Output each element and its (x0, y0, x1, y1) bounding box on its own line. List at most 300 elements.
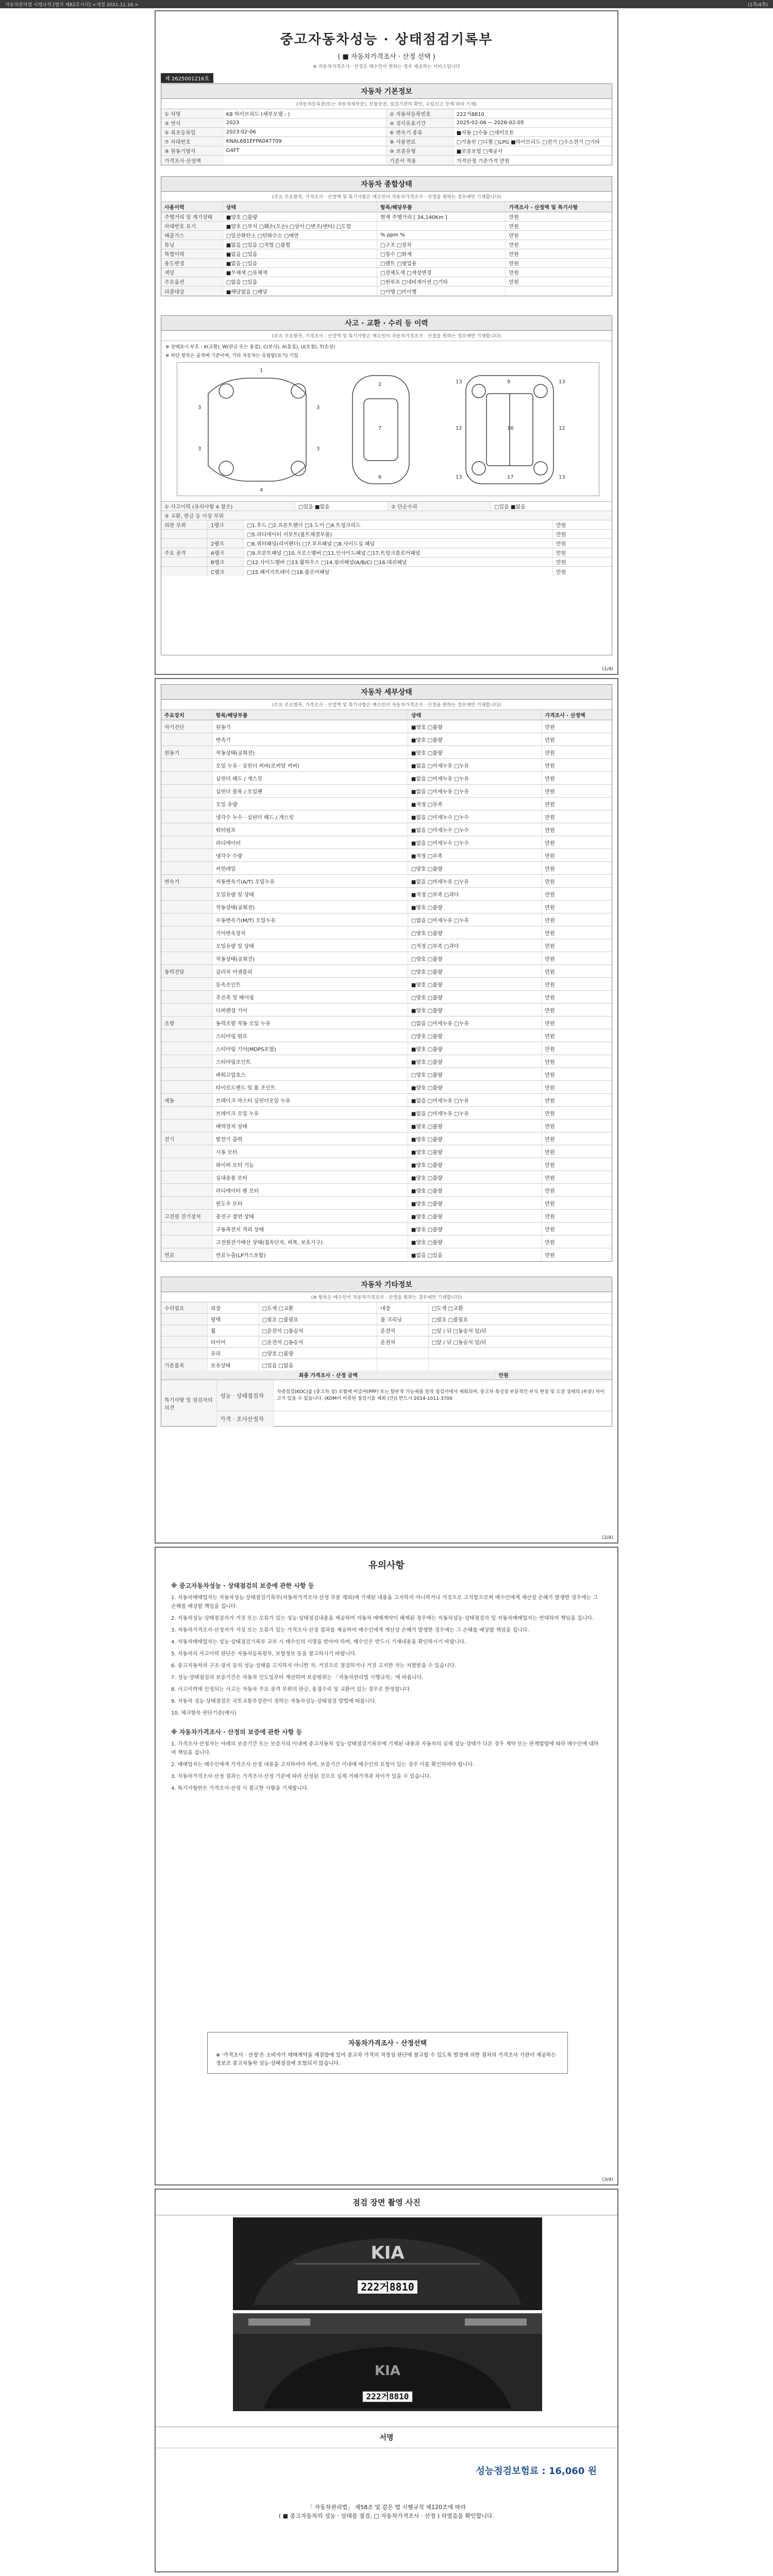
detail-device (161, 810, 213, 823)
detail-row (161, 952, 612, 965)
damage-price: 만원 (556, 523, 566, 529)
basic-row (161, 109, 612, 118)
price-selection-text: ※ '가격조사 · 산정'은 소비자가 매매계약을 체결함에 있어 중고차 가격의 적정성 판단에 참고할 수 있도록 법정에 의한 절차의 가격조사 기관이 제공하는 정보로 중고자동차 성능·상태점검에 포함되지 않습니다. (216, 2053, 557, 2066)
detail-item: 배력장치 상태 (213, 1120, 408, 1132)
accident-section (161, 315, 612, 655)
basic-value: ■자동 □수동 □세미오토 (456, 130, 514, 136)
other-state: □도색 □교환 (259, 1302, 377, 1313)
detail-price: 만원 (545, 879, 555, 885)
detail-row (161, 785, 612, 798)
detail-price: 만원 (545, 982, 555, 988)
detail-price: 만원 (545, 1201, 555, 1207)
summary-detail (377, 222, 506, 230)
summary-col-2: 항목/해당부품 (377, 202, 506, 212)
detail-device (161, 849, 213, 861)
basic-value: 2025-02-06 ~ 2026-02-05 (456, 120, 524, 126)
detail-row (161, 965, 612, 978)
detail-device (161, 1223, 213, 1235)
detail-device (161, 1029, 213, 1042)
detail-state: ■없음 □미세누수 □누수 (408, 823, 542, 836)
detail-device (161, 913, 213, 926)
detail-device: 고전원 전기장치 (161, 1210, 213, 1222)
detail-rows (161, 720, 612, 1261)
caution-item: 6. 중고자동차의 구조·장치 등의 성능·상태를 고지하지 아니한 자, 거짓으로 점검하거나 거짓 고지한 자는 처벌받을 수 있습니다. (171, 1663, 456, 1669)
other-state: □양호 □불량 (259, 1348, 377, 1359)
other-item-2: 운전석 (377, 1325, 429, 1336)
detail-row (161, 1094, 612, 1107)
detail-item: 와이퍼 모터 기능 (213, 1158, 408, 1171)
damage-group (161, 567, 208, 576)
detail-item: 냉각수 누수 · 실린더 헤드 / 개스킷 (213, 810, 408, 823)
detail-item: 작동상태(공회전) (213, 901, 408, 913)
basic-info-title: 자동차 기본정보 (161, 84, 612, 99)
summary-label: 리콜대상 (161, 286, 223, 296)
basic-value: 222거8810 (456, 112, 484, 117)
detail-row (161, 1248, 612, 1261)
summary-row (161, 222, 612, 231)
basic-value (223, 156, 386, 165)
detail-item: 자동변속기(A/T) 오일누유 (213, 875, 408, 887)
detail-price: 만원 (545, 763, 555, 769)
detail-state: ■양호 □불량 (408, 1120, 542, 1132)
svg-text:3: 3 (316, 405, 320, 411)
detail-state: ■없음 □미세누유 □누유 (408, 785, 542, 797)
simple-repair-label: ② 단순수리 (388, 502, 491, 511)
brand-logo-2: KIA (375, 2363, 400, 2379)
basic-row (161, 128, 612, 137)
other-group (161, 1314, 208, 1325)
page-3-footer: (3/4) (602, 2177, 613, 2182)
damage-group-row (161, 567, 612, 576)
summary-row (161, 277, 612, 286)
detail-price: 만원 (545, 1072, 555, 1078)
detail-row (161, 1055, 612, 1068)
caution-item: 2. 자동차성능·상태점검자가 거짓 또는 오류가 있는 성능·상태점검내용을 제공하여 자동차 매매계약이 해제된 경우에는 자동차성능·상태점검자 및 자동차매매업자는 연대하여 책임을 집니다. (171, 1616, 594, 1621)
detail-item: 라디에이터 팬 모터 (213, 1184, 408, 1196)
detail-state: ■양호 □불량 (408, 1184, 542, 1196)
detail-device: 전기 (161, 1132, 213, 1145)
detail-price: 만원 (545, 1124, 555, 1130)
detail-price: 만원 (545, 1046, 555, 1053)
other-section (161, 1277, 612, 1427)
detail-item: 타이로드엔드 및 볼 조인트 (213, 1081, 408, 1093)
basic-value: KNAL681EFPA047709 (223, 137, 386, 146)
detail-device (161, 785, 213, 797)
detail-state: ■양호 □불량 (408, 1223, 542, 1235)
caution-title: 유의사항 (368, 1560, 405, 1571)
other-item: 광택 (208, 1314, 259, 1325)
svg-text:17: 17 (507, 474, 514, 480)
detail-row (161, 888, 612, 901)
other-title: 자동차 기타정보 (161, 1277, 612, 1292)
document-title: 중고자동차성능 · 상태점검기록부 (280, 32, 493, 47)
other-state: □있음 □없음 (259, 1359, 377, 1370)
detail-item: 커먼레일 (213, 862, 408, 874)
svg-text:3: 3 (198, 446, 201, 452)
detail-price: 만원 (545, 840, 555, 846)
caution-item: 8. 사고이력에 인정되는 사고는 자동차 주요 골격 부위의 판금, 용접수리 및 교환이 있는 경우로 한정합니다. (171, 1687, 412, 1692)
other-item-2 (377, 1348, 429, 1359)
summary-col-1: 상태 (223, 202, 377, 212)
detail-row (161, 1029, 612, 1042)
damage-group-row (161, 520, 612, 530)
damage-group-row (161, 548, 612, 557)
detail-state: ■없음 □미세누유 □누유 (408, 1107, 542, 1119)
detail-item: 등속조인트 (213, 978, 408, 990)
inspection-photo-garage (233, 2313, 542, 2411)
detail-device (161, 1042, 213, 1055)
accident-legend: ※ 상태표시 부호 : X(교환), W(판금 또는 용접), C(부식), A(흠집), U(요철), T(손상) (165, 345, 335, 350)
detail-state: ■적정 □부족 □과다 (408, 888, 542, 900)
svg-text:3: 3 (198, 405, 201, 411)
detail-state: ■양호 □불량 (408, 1055, 542, 1067)
special-notes-label: 특기사항 및 점검자의 의견 (161, 1380, 217, 1426)
other-group (161, 1325, 208, 1336)
inspector-opinion: 차종점검(KOC)를 (중고차 상) 보험에 비급여(PPF) 또는 탈부착 가능제품 장착 점검서에서 제외되며, 중고차 특성상 부분적인 부식 현상 및 도장 상태의 (부분) 차이 고지 있을 수 있습니다. (KOM이 비증된 점검시를 제외 (간)) 반드시 2014-1011-3700 (277, 1389, 604, 1401)
detail-item: 디퍼렌셜 기어 (213, 1004, 408, 1016)
damage-rank (208, 530, 244, 538)
detail-row (161, 939, 612, 952)
basic-value: □가솔린 □디젤 □LPG ■하이브리드 □전기 □수소전기 □기타 (456, 140, 600, 145)
detail-row (161, 1107, 612, 1120)
detail-item: 실린더 헤드 / 개스킷 (213, 772, 408, 784)
detail-row (161, 810, 612, 823)
other-state-2: □앞 / 뒤 □동승석 앞/뒤 (431, 1329, 486, 1334)
detail-state: ■양호 □불량 (408, 1081, 542, 1093)
detail-row (161, 1016, 612, 1029)
svg-text:12: 12 (559, 426, 565, 431)
accident-questions (161, 501, 612, 576)
damage-items: □12.사이드멤버 □13.휠하우스 □14.필러패널(A/B/C) □16.대쉬패널 (244, 557, 553, 566)
other-state: □운전석 □동승석 (259, 1336, 377, 1347)
detail-price: 만원 (545, 969, 555, 975)
detail-device (161, 1081, 213, 1093)
basic-row (161, 156, 612, 165)
detail-state: ■없음 □미세누수 □누수 (408, 810, 542, 823)
detail-device (161, 772, 213, 784)
svg-text:13: 13 (559, 474, 565, 480)
basic-value: G4FT (223, 146, 386, 155)
summary-state: ■무채색 □유채색 (223, 268, 377, 277)
damage-items: □5.라디에이터 서포트(볼트체결부품) (244, 530, 553, 538)
caution-item: 4. 특기사항란은 가격조사·산정 시 참고한 사항을 기재합니다. (171, 1786, 309, 1791)
basic-row (161, 137, 612, 146)
summary-detail: □구조 □장치 (377, 240, 506, 249)
caution-item: 9. 자동차 성능·상태점검은 국토교통부장관이 정하는 자동차성능·상태점검 방법에 따릅니다. (171, 1699, 377, 1704)
detail-row (161, 1235, 612, 1248)
detail-price: 만원 (545, 905, 555, 911)
detail-price: 만원 (545, 1137, 555, 1143)
detail-price: 만원 (545, 776, 555, 782)
other-group: 수리필요 (161, 1302, 208, 1313)
detail-item: 오일 누유 · 실린더 커버(로커암 커버) (213, 759, 408, 771)
detail-price: 만원 (545, 737, 555, 743)
summary-row (161, 240, 612, 249)
detail-row (161, 1145, 612, 1158)
detail-state: □양호 □불량 (408, 926, 542, 939)
damage-area-label: ③ 교환, 판금 등 이상 부위 (161, 511, 612, 520)
detail-row (161, 875, 612, 888)
summary-columns (161, 202, 612, 212)
detail-row (161, 862, 612, 875)
page-3 (155, 1547, 618, 2185)
detail-device (161, 901, 213, 913)
summary-price: 만원 (509, 280, 519, 285)
page-2 (155, 678, 618, 1544)
detail-item: 작동상태(공회전) (213, 746, 408, 758)
detail-device (161, 1068, 213, 1080)
detail-row (161, 746, 612, 759)
basic-label: ⑦ 차대번호 (161, 137, 223, 146)
caution-item: 7. 성능·상태점검의 보증기간은 자동차 인도일부터 계산하며 보증범위는 「자동차관리법 시행규칙」에 따릅니다. (171, 1675, 424, 1681)
detail-price: 만원 (545, 789, 555, 795)
damage-group (161, 539, 208, 548)
caution-item: 1. 자동차매매업자는 자동차성능·상태점검기록부(자동차가격조사·산정 부분 제외)에 기재된 내용을 고지하지 아니하거나 거짓으로 고지함으로써 매수인에게 재산상 손해가 발생한 경우에는 그 손해를 배상할 책임을 집니다. (171, 1595, 598, 1609)
other-group: 기본품목 (161, 1359, 208, 1370)
detail-item: 워터펌프 (213, 823, 408, 836)
detail-device (161, 1171, 213, 1183)
other-state-2 (429, 1348, 612, 1359)
detail-columns (161, 710, 612, 720)
detail-price: 만원 (545, 827, 555, 834)
detail-device (161, 991, 213, 1003)
basic-label: ② 자동차등록번호 (386, 109, 453, 118)
detail-row (161, 798, 612, 810)
summary-price: 만원 (509, 215, 519, 221)
signature-title: 서명 (156, 2427, 617, 2448)
price-examiner-label: 가격 · 조사산정자 (217, 1411, 274, 1427)
inspector-label: 성능 · 상태점검자 (217, 1380, 274, 1411)
page-1 (155, 10, 618, 675)
detail-device (161, 862, 213, 874)
detail-state: ■양호 □불량 (408, 1210, 542, 1222)
detail-row (161, 1197, 612, 1210)
other-state-2: □앞 / 뒤 □동승석 앞/뒤 (431, 1340, 486, 1346)
accident-legend-2: ※ 하단 항목은 골격에 기준이며, 기타 자동차는 유틸함(표기) 기입 (165, 353, 298, 359)
summary-state: ■없음 □있음 (223, 249, 377, 258)
basic-row (161, 146, 612, 156)
detail-col-1: 항목/해당부품 (213, 710, 408, 720)
detail-price: 만원 (545, 995, 555, 1001)
final-price-row (161, 1370, 612, 1380)
detail-row (161, 1158, 612, 1171)
detail-price: 만원 (545, 930, 555, 937)
other-item-2 (377, 1359, 429, 1370)
svg-text:3: 3 (316, 446, 320, 452)
summary-label: 차대번호 표기 (161, 222, 223, 230)
detail-device: 동력전달 (161, 965, 213, 977)
detail-item: 냉각수 수량 (213, 849, 408, 861)
summary-row (161, 259, 612, 268)
summary-label: 튜닝 (161, 240, 223, 249)
basic-label: ④ 검사유효기간 (386, 118, 453, 127)
caution-item: 3. 자동차가격조사·산정 결과는 가격조사·산정 기준에 따라 산정된 것으로 실제 거래가격과 차이가 있을 수 있습니다. (171, 1774, 431, 1780)
detail-state: ■양호 □불량 (408, 1132, 542, 1145)
damage-items: □6.쿼터패널(리어펜더) □7.루프패널 □8.사이드실 패널 (244, 539, 553, 548)
basic-value: 2023 (223, 118, 386, 127)
detail-item: 오일유량 및 상태 (213, 888, 408, 900)
detail-price: 만원 (545, 1240, 555, 1246)
detail-price: 만원 (545, 1253, 555, 1259)
detail-item: 발전기 출력 (213, 1132, 408, 1145)
basic-label: ⑥ 변속기 종류 (386, 128, 453, 137)
damage-price: 만원 (556, 541, 566, 547)
summary-col-0: 사용이력 (161, 202, 223, 212)
other-item: 유리 (208, 1348, 259, 1359)
damage-price: 만원 (556, 560, 566, 566)
detail-row (161, 720, 612, 733)
detail-col-0: 주요장치 (161, 710, 213, 720)
detail-price: 만원 (545, 1175, 555, 1181)
detail-item: 실린더 블록 / 오일팬 (213, 785, 408, 797)
detail-price: 만원 (545, 892, 555, 898)
svg-text:13: 13 (456, 379, 462, 385)
detail-item: 기어변속장치 (213, 926, 408, 939)
detail-device: 변속기 (161, 875, 213, 887)
other-item: 보유상태 (208, 1359, 259, 1370)
detail-item: 파워고압호스 (213, 1068, 408, 1080)
svg-text:4: 4 (260, 487, 263, 493)
basic-info-rows (161, 109, 612, 165)
detail-price: 만원 (545, 956, 555, 962)
summary-price: 만원 (509, 261, 519, 267)
footer-confirm-line: ( ■ 중고자동차의 성능 · 상태를 점검, □ 자동차가격조사 · 산정 ) 하였음을 확인합니다. (278, 2513, 495, 2519)
other-state: □필요 □불필요 (259, 1314, 377, 1325)
other-item: 휠 (208, 1325, 259, 1336)
detail-price: 만원 (545, 1149, 555, 1156)
summary-state: ■해당없음 □해당 (223, 286, 377, 296)
detail-price: 만원 (545, 918, 555, 924)
damage-price: 만원 (556, 569, 566, 575)
summary-label: 배출가스 (161, 231, 223, 240)
detail-state: ■없음 □미세누유 □누유 (408, 772, 542, 784)
detail-state: □양호 □불량 (408, 965, 542, 977)
basic-label: ① 차명 (161, 109, 223, 118)
summary-section (161, 176, 612, 296)
simple-repair-value: □있음 ■없음 (494, 504, 526, 510)
detail-item: 윈도우 모터 (213, 1197, 408, 1209)
summary-row (161, 286, 612, 296)
damage-rank: 1랭크 (208, 520, 244, 529)
summary-label: 특별이력 (161, 249, 223, 258)
page-4 (155, 2189, 618, 2572)
detail-state: ■없음 □있음 (408, 1248, 542, 1261)
detail-device (161, 1120, 213, 1132)
detail-device (161, 1004, 213, 1016)
detail-state: ■양호 □불량 (408, 1145, 542, 1158)
detail-item: 구동축전지 격리 상태 (213, 1223, 408, 1235)
footer-law-line: 「 자동차관리법」 제58조 및 같은 법 시행규칙 제120조에 따라 (307, 2504, 466, 2511)
svg-text:9: 9 (507, 379, 511, 385)
detail-row (161, 733, 612, 746)
final-price-value: 만원 (498, 1373, 509, 1379)
detail-state: ■적정 □부족 (408, 849, 542, 861)
detail-item: 오일유량 및 상태 (213, 939, 408, 952)
damage-group (161, 530, 208, 538)
svg-text:13: 13 (456, 474, 462, 480)
caution-subtitle-1: ※ 중고자동차성능 · 상태점검의 보증에 관한 사항 등 (171, 1582, 314, 1589)
detail-state: ■없음 □미세누유 □누유 (408, 759, 542, 771)
detail-state: ■없음 □미세누수 □누수 (408, 836, 542, 849)
insurance-fee: 성능점검보험료 : 16,060 원 (476, 2466, 597, 2477)
detail-row (161, 759, 612, 772)
basic-label: 기준서 적용 (386, 156, 453, 165)
caution-item: 4. 자동차매매업자는 성능·상태점검기록부 교부 시 매수인의 서명을 받아야 하며, 매수인은 반드시 기재내용을 확인하시기 바랍니다. (171, 1639, 466, 1645)
other-row (161, 1359, 612, 1370)
car-diagram (177, 362, 599, 496)
detail-note: (주요 주요항목, 가격조사 · 산정액 및 특기사항은 매수인이 자동차가격조사 · 산정을 원하는 경우에만 기재합니다) (161, 700, 612, 710)
summary-label: 주요옵션 (161, 277, 223, 286)
detail-row (161, 913, 612, 926)
detail-state: ■양호 □불량 (408, 1235, 542, 1248)
detail-price: 만원 (545, 1214, 555, 1220)
detail-row (161, 1068, 612, 1081)
summary-note: (주요 주요항목, 가격조사 · 산정액 및 특기사항은 매수인이 자동차가격조사 · 산정을 원하는 경우에만 기재합니다) (161, 192, 612, 202)
damage-group-row (161, 557, 612, 567)
summary-detail: % ppm % (377, 231, 506, 240)
detail-price: 만원 (545, 724, 555, 731)
detail-device (161, 1184, 213, 1196)
detail-item: 충전구 절연 상태 (213, 1210, 408, 1222)
caution-item: 1. 가격조사·산정자는 아래의 보증기간 또는 보증거리 이내에 중고자동차 성능·상태점검기록부에 기재된 내용과 자동차의 실제 성능·상태가 다른 경우 계약 또는 관계법령에 따라 매수인에 대하여 책임을 집니다. (171, 1741, 599, 1756)
detail-device (161, 759, 213, 771)
summary-detail: □썬루프 □네비게이션 □기타 (377, 277, 506, 286)
detail-row (161, 978, 612, 991)
detail-row (161, 1120, 612, 1132)
basic-value: K8 하이브리드 (세부모델 : ) (223, 109, 386, 118)
detail-price: 만원 (545, 943, 555, 950)
damage-groups (161, 520, 612, 576)
damage-group: 외판 부위 (161, 520, 208, 529)
summary-label: 주행거리 및 계기상태 (161, 212, 223, 221)
detail-device (161, 1145, 213, 1158)
other-item: 타이어 (208, 1336, 259, 1347)
basic-label: ⑩ 보증유형 (386, 146, 453, 155)
detail-row (161, 772, 612, 785)
inspection-photo-front (233, 2217, 542, 2310)
detail-row (161, 1042, 612, 1055)
detail-section (161, 684, 612, 1262)
signature-block (156, 2427, 617, 2571)
damage-price: 만원 (556, 551, 566, 556)
car-front-icon (233, 2217, 542, 2310)
svg-text:7: 7 (378, 426, 382, 431)
other-row (161, 1302, 612, 1314)
final-price-label: 최종 가격조사 · 산정 금액 (161, 1370, 496, 1379)
summary-price: 만원 (509, 252, 519, 258)
detail-state: ■양호 □불량 (408, 901, 542, 913)
document-subtitle: ( ■ 자동차가격조사 · 산정 선택 ) (338, 53, 435, 61)
detail-row (161, 1184, 612, 1197)
detail-row (161, 1171, 612, 1184)
basic-label: ⑤ 최초등록일 (161, 128, 223, 137)
other-item-2: 운전석 (377, 1336, 429, 1347)
detail-price: 만원 (545, 802, 555, 808)
summary-price: 만원 (509, 243, 519, 248)
other-state-2: □필요 □불필요 (431, 1317, 468, 1323)
other-item-2: 룸 크리닝 (377, 1314, 429, 1325)
detail-state: □양호 □불량 (408, 1029, 542, 1042)
detail-device (161, 1197, 213, 1209)
detail-price: 만원 (545, 815, 555, 821)
caution-item: 2. 매매업자는 매수인에게 가격조사·산정 내용을 고지하여야 하며, 보증기간 이내에 매수인의 요청이 있는 경우 이를 확인하여야 합니다. (171, 1762, 475, 1768)
page-counter: (1쪽/4쪽) (748, 2, 768, 8)
other-state-2 (429, 1359, 612, 1370)
photo-title: 점검 장면 촬영 사진 (156, 2190, 617, 2215)
accident-title: 사고 · 교환 · 수리 등 이력 (161, 316, 612, 331)
basic-info-note: (자동차등록증(또는 자동차제작증), 보험증권, 점검기관의 확인, 수입신고 등에 따라 기재) (161, 99, 612, 109)
summary-state: ■없음 □있음 □적법 □불법 (223, 240, 377, 249)
